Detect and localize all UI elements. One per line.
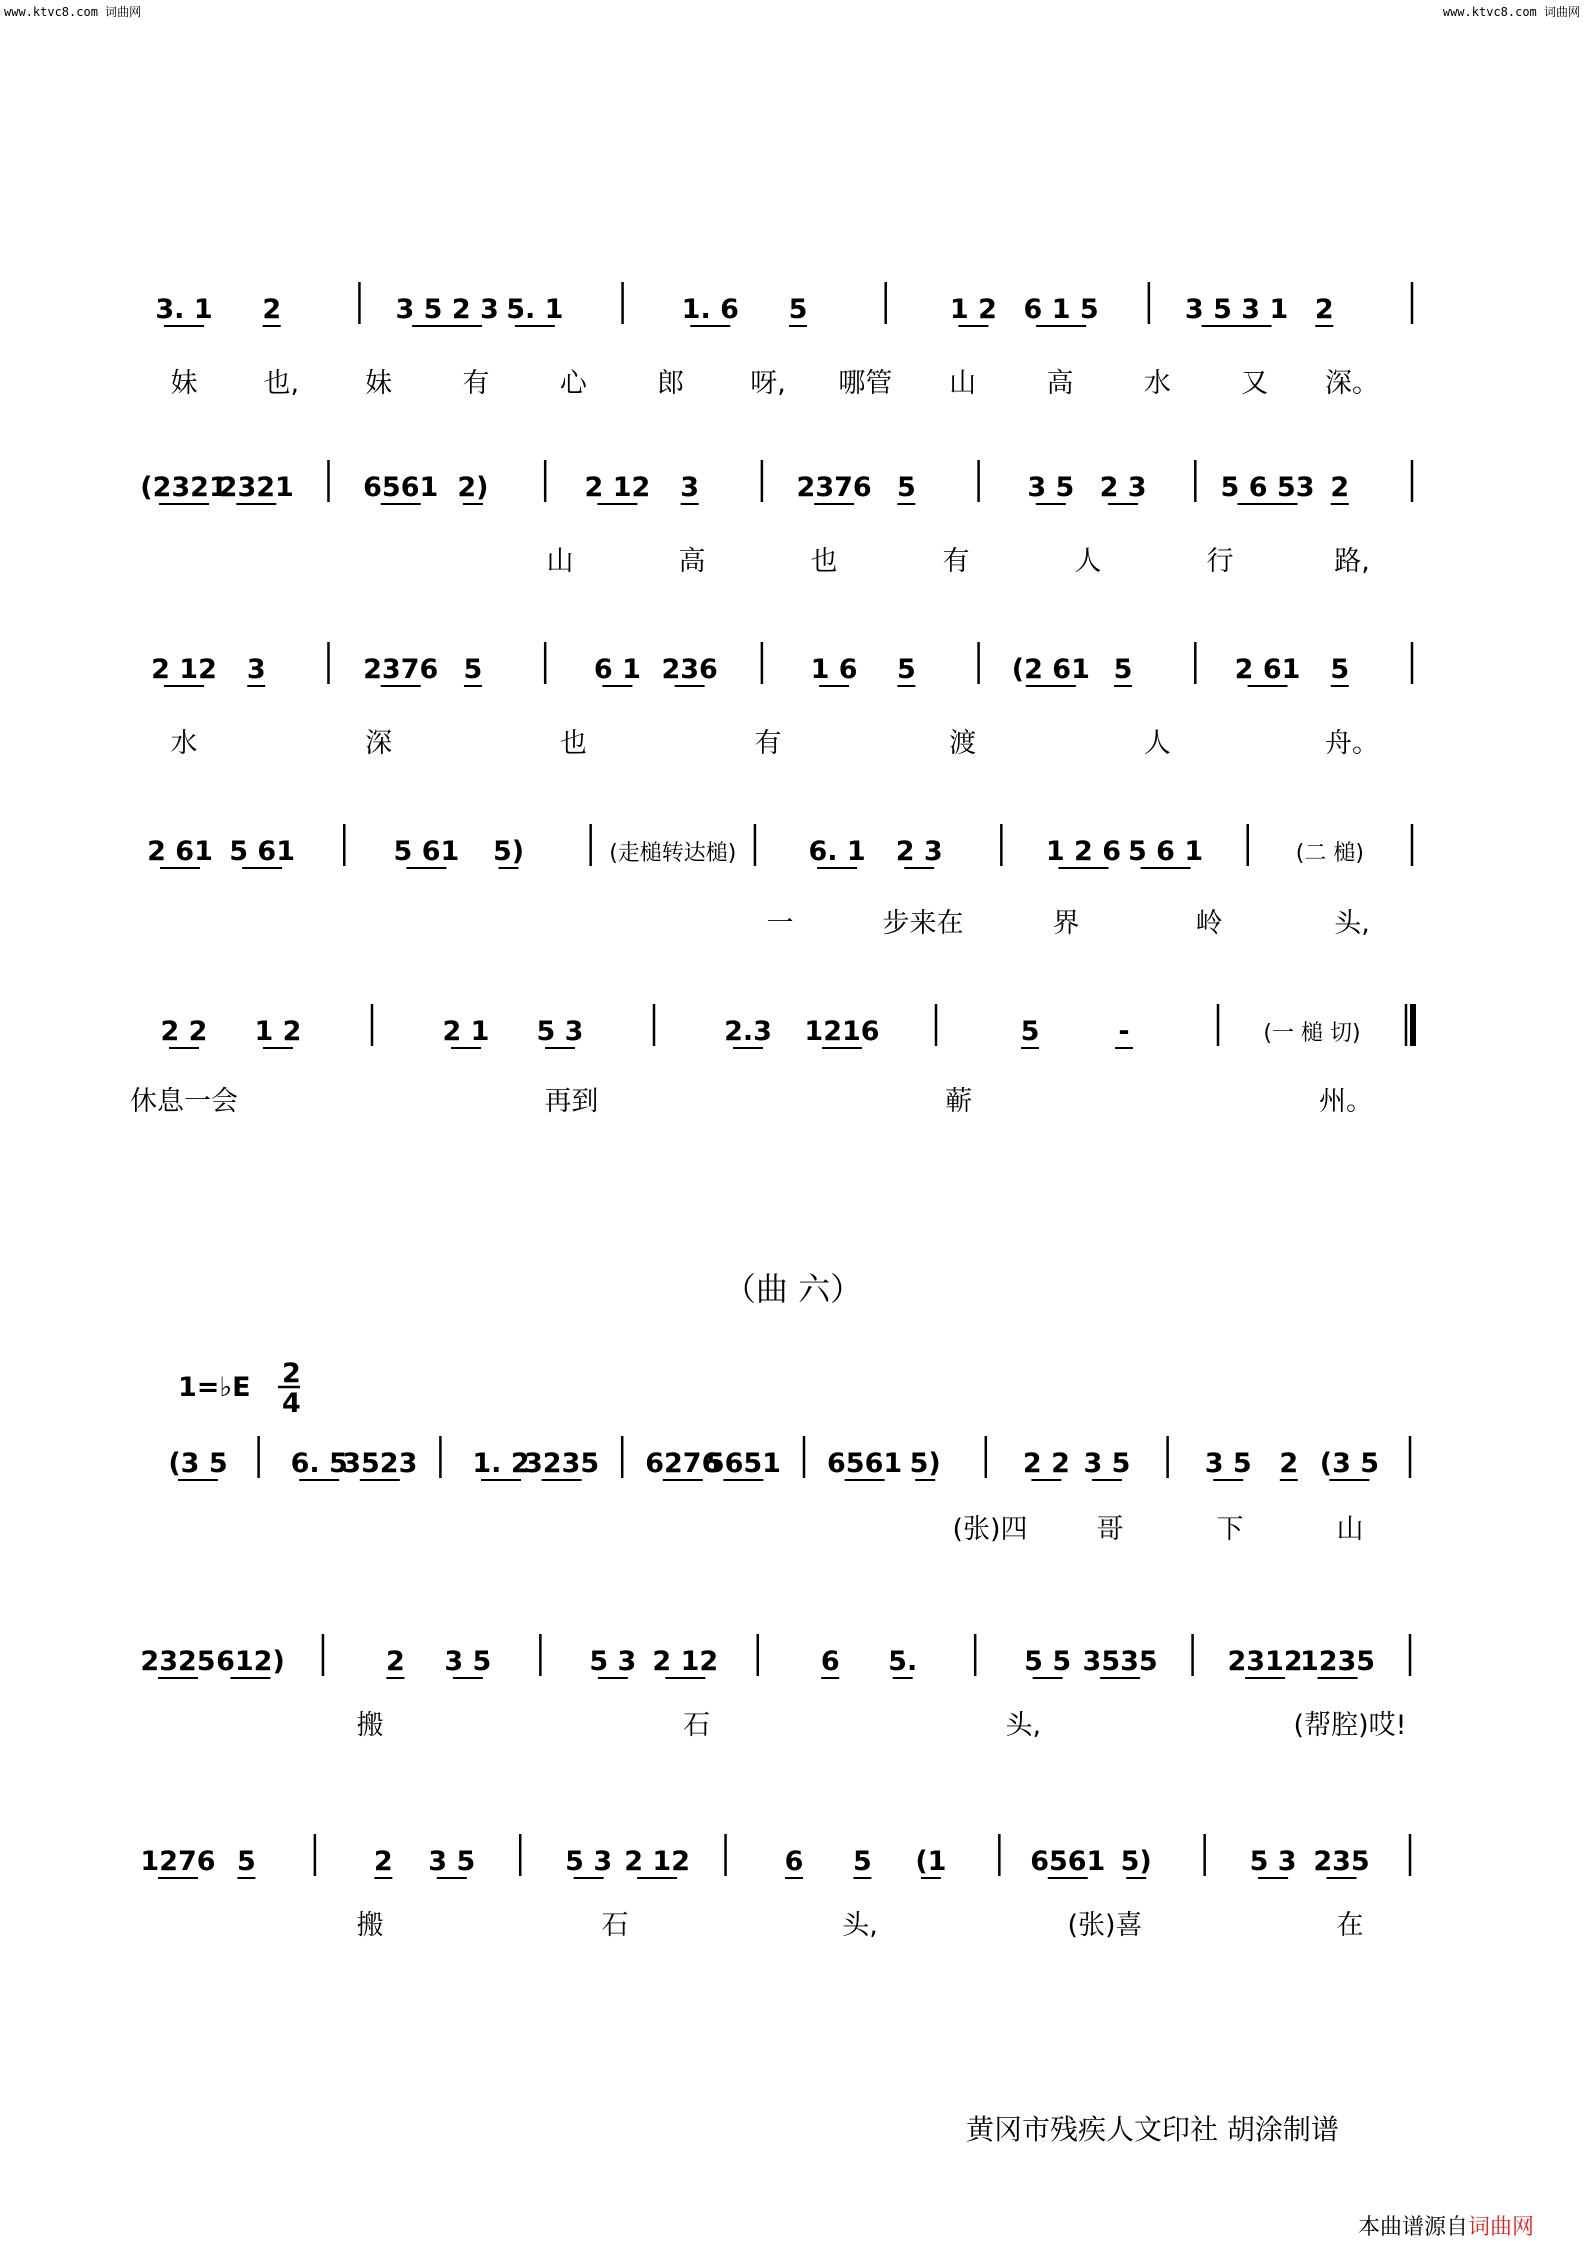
score-line-2-lyric: 路,: [1334, 546, 1370, 577]
meter-bottom: 4: [282, 1388, 301, 1419]
score-line-8-note-group: 3 5: [428, 1846, 476, 1877]
score-line-3-note-group: 2 12: [151, 654, 217, 685]
score-line-2-note-group: 3: [680, 472, 700, 503]
score-line-1-lyric: 也,: [263, 368, 300, 399]
score-line-4-note-group: 6. 1: [808, 836, 866, 867]
score-line-1-note-group: 5. 1: [506, 294, 564, 325]
score-line-4-note-group: 5): [492, 836, 525, 867]
score-line-5-lyric: 蕲: [945, 1086, 973, 1117]
score-line-3-note-group: 5: [463, 654, 483, 685]
footer-source: [1358, 2210, 1534, 2241]
score-line-3-note-group: 3: [246, 654, 266, 685]
score-line-2-note-group: 2376: [796, 472, 872, 503]
score-line-8-note-group: 6561: [1030, 1846, 1106, 1877]
score-line-1-lyric: 有: [462, 368, 490, 399]
score-line-8-note-group: 5 3: [1249, 1846, 1297, 1877]
score-line-7-lyric: 搬: [356, 1710, 384, 1741]
meter-top: 2: [282, 1358, 301, 1389]
score-line-4-annotation: (二 槌): [1295, 841, 1364, 866]
score-line-1-note-group: 3 5 2 3: [395, 294, 499, 325]
score-line-3-lyric: 渡: [949, 728, 977, 759]
key-label: 1=♭E: [178, 1372, 251, 1403]
score-line-3-lyric: 深: [365, 728, 393, 759]
score-line-2-note-group: 2: [1330, 472, 1350, 503]
score-line-5-annotation: (一 槌 切): [1263, 1021, 1361, 1046]
score-line-2-note-group: 5 6 53: [1220, 472, 1315, 503]
score-line-1-note-group: 1 2: [949, 294, 997, 325]
score-line-7-lyric: (帮腔)哎!: [1293, 1710, 1407, 1741]
footer-credit: 黄冈市残疾人文印社 胡涂制谱: [966, 2113, 1339, 2146]
score-line-5-note-group: 2.3: [724, 1016, 772, 1047]
score-line-6-lyric: 下: [1216, 1514, 1244, 1545]
score-line-6-note-group: 3523: [342, 1448, 418, 1479]
score-line-3-note-group: 6 1: [593, 654, 641, 685]
score-line-1-lyric: 妹: [170, 368, 198, 399]
score-line-6-note-group: 2 2: [1022, 1448, 1070, 1479]
score-line-2-lyric: 行: [1206, 546, 1234, 577]
score-line-2-note-group: 2 3: [1099, 472, 1147, 503]
score-line-2-note-group: 3 5: [1027, 472, 1075, 503]
score-line-6-note-group: (3 5: [168, 1448, 228, 1479]
score-line-2-note-group: 2): [457, 472, 489, 503]
score-line-2-lyric: 有: [942, 546, 970, 577]
score-line-7-note-group: 5.: [888, 1646, 918, 1677]
score-line-3-note-group: 2376: [363, 654, 439, 685]
score-line-8-note-group: 5: [237, 1846, 256, 1877]
footer-source-brand: 词曲网: [1468, 2215, 1535, 2240]
score-line-5-note-group: 1216: [804, 1016, 880, 1047]
score-line-1-lyric: 山: [949, 368, 977, 399]
score-line-7-lyric: 石: [683, 1710, 711, 1741]
score-line-7-note-group: 2325: [140, 1646, 216, 1677]
score-line-8-note-group: 2: [373, 1846, 393, 1877]
score-line-7-note-group: 5 3: [589, 1646, 637, 1677]
score-line-1-lyric: 呀,: [750, 368, 786, 399]
score-line-5-note-group: 2 2: [160, 1016, 208, 1047]
score-line-6-lyric: 哥: [1096, 1514, 1124, 1545]
key-signature: [178, 1358, 301, 1419]
score-line-2-lyric: 也: [810, 546, 838, 577]
score-line-8-lyric: (张)喜: [1067, 1910, 1143, 1941]
score-line-7-lyric: 头,: [1005, 1710, 1042, 1741]
score-line-3-lyric: 水: [170, 728, 198, 759]
score-line-3-lyric: 有: [754, 728, 782, 759]
score-line-7-note-group: 612): [216, 1646, 285, 1677]
score-line-8-note-group: 1276: [140, 1846, 216, 1877]
score-line-6-note-group: 5): [909, 1448, 941, 1479]
score-line-6-note-group: 1. 2: [472, 1448, 530, 1479]
score-line-7-note-group: 2: [386, 1646, 405, 1677]
score-line-1-lyric: 水: [1143, 368, 1171, 399]
score-line-2-lyric: 山: [546, 546, 574, 577]
score-line-2-note-group: 2 12: [584, 472, 651, 503]
score-line-5-lyric: 休息一会: [130, 1086, 238, 1117]
score-line-4-lyric: 头,: [1334, 908, 1370, 939]
score-line-8-note-group: 5: [853, 1846, 872, 1877]
score-line-8-note-group: 6: [784, 1846, 804, 1877]
score-line-4-note-group: 5 6 1: [1128, 836, 1204, 867]
score-line-1-lyric: 哪管: [838, 368, 893, 399]
score-line-6-note-group: 2: [1279, 1448, 1299, 1479]
score-line-1-lyric: 高: [1046, 368, 1074, 399]
score-line-8-note-group: (1: [915, 1846, 947, 1877]
score-line-8-note-group: 235: [1313, 1846, 1370, 1877]
score-line-8-lyric: 头,: [842, 1910, 878, 1941]
score-line-6-note-group: 3 5: [1204, 1448, 1252, 1479]
score-line-6-note-group: 3 5: [1083, 1448, 1131, 1479]
score-line-1-note-group: 2: [262, 294, 282, 325]
score-line-5-note-group: 5: [1020, 1016, 1040, 1047]
score-line-4-lyric: 岭: [1195, 908, 1223, 939]
score-line-1-lyric: 妹: [365, 368, 393, 399]
score-line-3-note-group: (2 61: [1011, 654, 1090, 685]
score-line-8-note-group: 5): [1120, 1846, 1152, 1877]
site-watermark-right: www.ktvc8.com 词曲网: [1442, 5, 1580, 19]
footer-source-prefix: 本曲谱源自: [1358, 2215, 1469, 2240]
score-line-2-lyric: 人: [1074, 546, 1102, 577]
score-line-8-lyric: 在: [1336, 1910, 1364, 1941]
score-line-3-lyric: 舟。: [1325, 728, 1379, 759]
score-line-5-note-group: 5 3: [536, 1016, 584, 1047]
score-line-4-note-group: 5 61: [393, 836, 460, 867]
score-line-7-note-group: 3 5: [444, 1646, 492, 1677]
score-line-7-note-group: 1235: [1299, 1646, 1376, 1677]
score-line-1-note-group: 2: [1314, 294, 1334, 325]
score-line-2-note-group: 2321: [218, 472, 294, 503]
score-line-4-lyric: 步来在: [882, 908, 964, 939]
score-line-3-note-group: 2 61: [1234, 654, 1301, 685]
score-line-5-note-group: -: [1118, 1016, 1130, 1047]
score-line-1-note-group: 3. 1: [155, 294, 213, 325]
score-line-6-note-group: (3 5: [1319, 1448, 1380, 1479]
score-line-1-lyric: 心: [559, 368, 587, 399]
score-line-6-lyric: 山: [1336, 1514, 1364, 1545]
score-line-2-note-group: 5: [896, 472, 916, 503]
score-line-6-note-group: 6276: [645, 1448, 721, 1479]
score-line-4-lyric: 界: [1052, 908, 1080, 939]
score-line-3-note-group: 1 6: [810, 654, 858, 685]
section-title: （曲 六）: [723, 1270, 863, 1308]
score-line-7-note-group: 3535: [1082, 1646, 1158, 1677]
score-line-8-lyric: 石: [601, 1910, 629, 1941]
score-line-4-annotation: (走槌转达槌): [609, 841, 737, 866]
score-line-2-note-group: (2321: [140, 472, 228, 503]
score-line-8-lyric: 搬: [356, 1910, 384, 1941]
score-line-1-note-group: 3 5 3 1: [1184, 294, 1289, 325]
score-line-4-note-group: 2 3: [895, 836, 943, 867]
score-line-4-lyric: 一: [766, 908, 794, 939]
score-line-6-note-group: 3235: [524, 1448, 600, 1479]
score-line-1-note-group: 1. 6: [681, 294, 739, 325]
site-watermark-left: www.ktvc8.com 词曲网: [4, 5, 142, 19]
score-line-1-lyric: 郎: [657, 368, 685, 399]
score-line-3-note-group: 5: [1330, 654, 1350, 685]
score-line-3-lyric: 人: [1143, 728, 1171, 759]
score-line-1-note-group: 5: [788, 294, 808, 325]
score-line-3-lyric: 也: [559, 728, 587, 759]
score-line-4-note-group: 1 2 6: [1045, 836, 1122, 867]
score-line-7-note-group: 6: [820, 1646, 840, 1677]
score-line-5-lyric: 州。: [1319, 1086, 1373, 1117]
score-line-8-note-group: 2 12: [624, 1846, 690, 1877]
score-line-8-note-group: 5 3: [565, 1846, 613, 1877]
score-line-2-lyric: 高: [678, 546, 706, 577]
score-line-2-note-group: 6561: [363, 472, 439, 503]
score-line-1-lyric: 又: [1241, 368, 1269, 399]
score-line-6-note-group: 6561: [827, 1448, 903, 1479]
score-line-1-lyric: 深。: [1325, 368, 1379, 399]
score-line-3-note-group: 5: [896, 654, 916, 685]
score-line-3-note-group: 236: [661, 654, 718, 685]
score-line-3-note-group: 5: [1113, 654, 1133, 685]
score-line-1-note-group: 6 1 5: [1023, 294, 1099, 325]
score-line-5-note-group: 2 1: [442, 1016, 490, 1047]
score-line-7-note-group: 2312: [1227, 1646, 1303, 1677]
score-line-4-note-group: 2 61: [147, 836, 213, 867]
score-line-5-note-group: 1 2: [254, 1016, 302, 1047]
score-line-6-note-group: 5651: [705, 1448, 781, 1479]
score-line-6-note-group: 6. 5: [290, 1448, 348, 1479]
score-line-6-lyric: (张)四: [952, 1514, 1028, 1545]
score-line-7-note-group: 5 5: [1024, 1646, 1072, 1677]
score-lines: [130, 282, 1413, 1941]
score-line-4-note-group: 5 61: [229, 836, 296, 867]
score-line-7-note-group: 2 12: [652, 1646, 719, 1677]
score-line-5-lyric: 再到: [544, 1086, 599, 1117]
